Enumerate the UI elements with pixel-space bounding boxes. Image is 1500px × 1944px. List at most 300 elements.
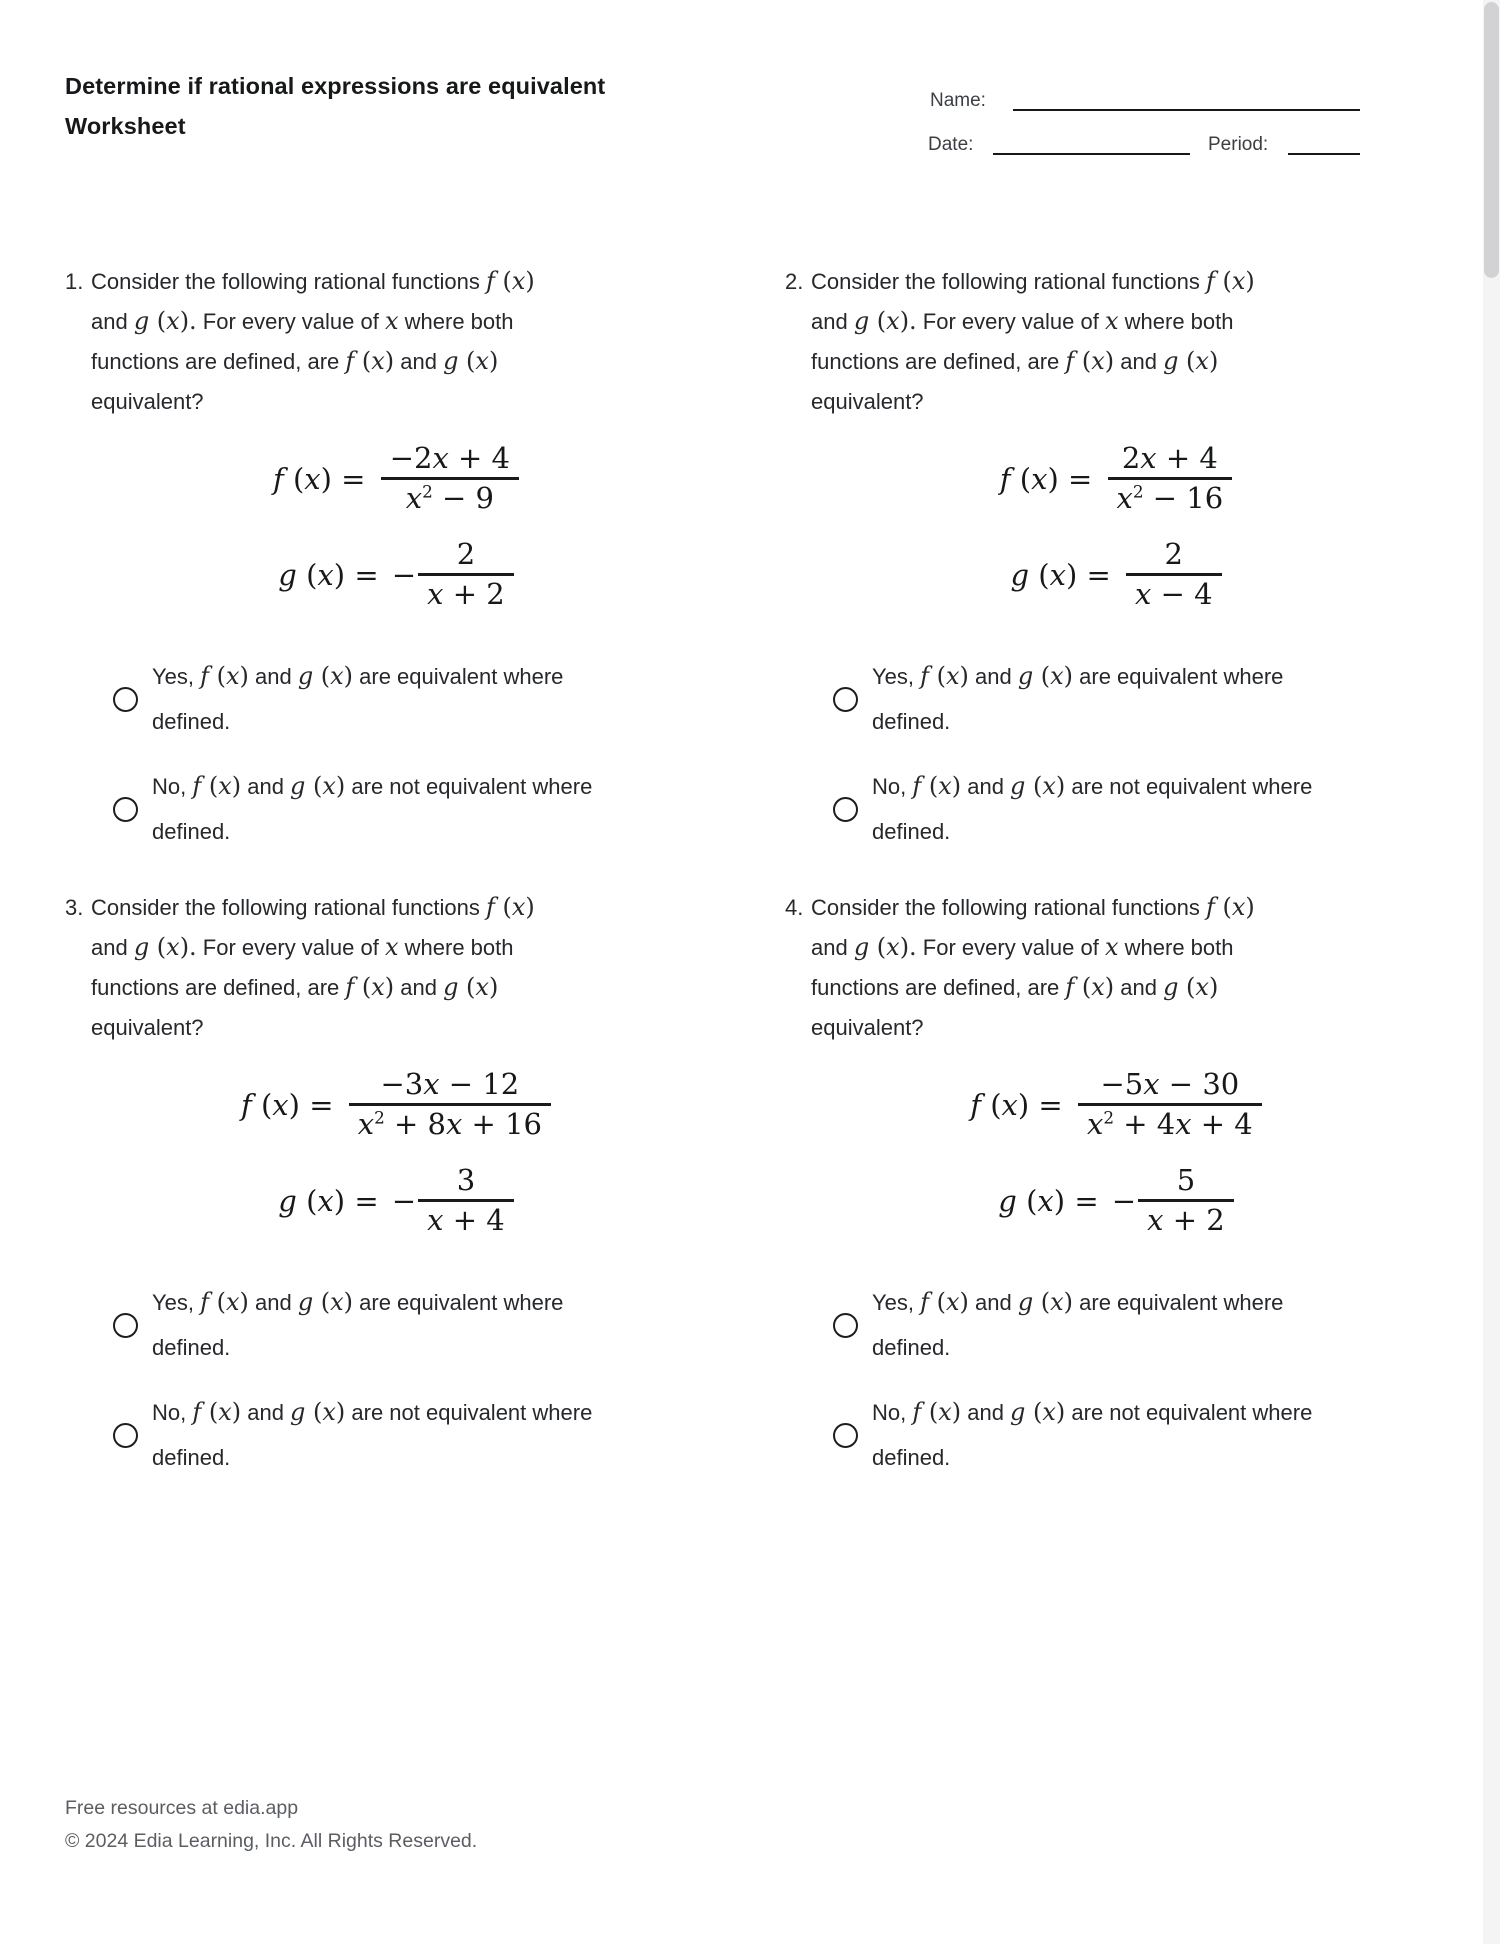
text-run: functions are defined, are <box>811 349 1066 374</box>
text-run: x <box>475 973 489 1001</box>
text-run: ( <box>354 347 372 375</box>
equation-f-lhs <box>1000 462 1102 496</box>
text-run: ) = <box>1053 1183 1108 1218</box>
text-run: f <box>1206 893 1215 921</box>
text-run: x <box>317 1183 334 1218</box>
text-run: x <box>1195 973 1209 1001</box>
worksheet-title-line2: Worksheet <box>65 113 186 139</box>
text-run: ( <box>921 1398 939 1426</box>
text-run: where both <box>398 309 514 334</box>
equation-g-lhs <box>278 1184 388 1218</box>
text-run: ( <box>1025 1398 1043 1426</box>
text-run: ( <box>251 1087 273 1122</box>
radio-button[interactable] <box>833 1313 858 1338</box>
question-prompt <box>785 262 1255 422</box>
text-run: and <box>1114 349 1164 374</box>
text-run: are equivalent where <box>1073 1290 1284 1315</box>
fraction-denominator <box>1108 480 1233 517</box>
text-run: No, <box>872 774 913 799</box>
text-run: −3 <box>380 1067 424 1101</box>
text-run: + 4 <box>443 1202 505 1237</box>
text-run: g <box>1017 1288 1034 1316</box>
fraction-numerator <box>371 1066 528 1103</box>
text-run: f <box>345 973 355 1001</box>
question-number: 4. <box>785 895 804 920</box>
text-run: x <box>1104 307 1119 335</box>
fraction-numerator <box>1168 1162 1204 1199</box>
question-card <box>785 262 1395 842</box>
text-run: ) <box>343 662 354 690</box>
footer-resources-text: Free resources at edia.app <box>65 1797 299 1819</box>
question-prompt <box>65 262 535 422</box>
text-run: Yes, <box>152 1290 201 1315</box>
text-run: ). <box>899 307 917 335</box>
answer-option-yes[interactable] <box>833 1280 1283 1370</box>
text-run: ) <box>959 1288 969 1316</box>
text-line <box>811 382 1255 422</box>
text-run: functions are defined, are <box>91 975 346 1000</box>
text-run: defined. <box>872 1445 951 1470</box>
fraction <box>1108 440 1233 517</box>
text-run: f <box>1065 347 1075 375</box>
text-run: x <box>330 662 344 690</box>
name-label: Name: <box>930 90 986 111</box>
text-run: defined. <box>152 819 231 844</box>
text-run: For every value of <box>196 309 385 334</box>
fraction-denominator <box>418 576 514 613</box>
fraction <box>1138 1162 1234 1239</box>
text-run: and <box>968 664 1018 689</box>
text-line <box>872 1390 1312 1435</box>
text-run: 2 <box>1103 1107 1115 1128</box>
equation-f <box>65 1066 675 1143</box>
question-number: 2. <box>785 269 804 294</box>
text-run: x <box>330 1288 344 1316</box>
text-run: and <box>968 1290 1018 1315</box>
option-text <box>152 1390 592 1480</box>
text-run: Consider the following rational functions <box>811 895 1207 920</box>
text-run: Consider the following rational functions <box>91 895 487 920</box>
question-number: 3. <box>65 895 84 920</box>
text-run: and <box>811 309 854 334</box>
text-run: equivalent? <box>811 389 924 414</box>
text-run: + 2 <box>1163 1202 1225 1237</box>
name-blank-line <box>1013 109 1360 111</box>
text-run: x <box>272 1087 289 1122</box>
text-run: x <box>432 441 449 475</box>
text-run: g <box>278 1183 297 1218</box>
fraction-denominator <box>397 480 503 517</box>
answer-option-no[interactable] <box>113 764 592 854</box>
text-run: ) = <box>320 461 375 496</box>
text-run: defined. <box>152 1445 231 1470</box>
text-run: x <box>384 933 399 961</box>
text-run: x <box>475 347 489 375</box>
text-run: f <box>486 267 495 295</box>
text-run: and <box>248 1290 298 1315</box>
text-run: g <box>290 1398 306 1426</box>
question-text <box>811 262 1255 422</box>
question-number: 1. <box>65 269 84 294</box>
text-run: x <box>384 307 399 335</box>
text-run: ) <box>335 1398 346 1426</box>
text-run: ) <box>525 267 535 295</box>
text-run: functions are defined, are <box>91 349 346 374</box>
option-text <box>152 764 592 854</box>
text-run: x <box>357 1106 375 1141</box>
text-run: ) <box>231 772 242 800</box>
text-run: x <box>1116 480 1133 515</box>
text-run: For every value of <box>916 309 1105 334</box>
text-run: + 16 <box>462 1106 542 1141</box>
text-run: where both <box>1118 309 1234 334</box>
text-run: Yes, <box>152 664 201 689</box>
text-line <box>152 1435 592 1480</box>
date-blank-line <box>993 153 1190 155</box>
text-run: ) <box>384 347 395 375</box>
fraction-denominator <box>1126 576 1222 613</box>
period-label: Period: <box>1208 134 1269 155</box>
text-run: x <box>322 772 336 800</box>
text-run: x <box>371 973 385 1001</box>
text-run: x <box>322 1398 336 1426</box>
text-line <box>872 699 1283 744</box>
text-run: ( <box>1033 662 1051 690</box>
text-run: − 9 <box>432 480 494 515</box>
text-run: No, <box>872 1400 913 1425</box>
option-text <box>872 654 1283 744</box>
text-run: No, <box>152 774 193 799</box>
text-line <box>872 1280 1283 1325</box>
text-run: defined. <box>152 709 231 734</box>
text-run: x <box>1001 1087 1018 1122</box>
text-run: are equivalent where <box>353 664 564 689</box>
text-run: ) <box>959 662 969 690</box>
fraction <box>418 1162 514 1239</box>
text-line <box>811 968 1255 1008</box>
text-line <box>91 888 535 928</box>
text-run: 3 <box>456 1163 476 1197</box>
text-run: equivalent? <box>91 389 204 414</box>
text-run: ( <box>283 461 305 496</box>
text-line <box>872 809 1312 854</box>
text-run: ( <box>296 1183 318 1218</box>
text-run: −5 <box>1100 1067 1144 1101</box>
fraction-denominator <box>418 1202 514 1239</box>
text-run: g <box>278 557 297 592</box>
text-run: f <box>912 772 922 800</box>
text-line <box>872 1435 1312 1480</box>
radio-button[interactable] <box>833 687 858 712</box>
text-run: ( <box>1033 1288 1051 1316</box>
text-run: ( <box>458 973 476 1001</box>
text-run: x <box>886 307 900 335</box>
text-run: g <box>1010 1398 1026 1426</box>
answer-option-yes[interactable] <box>113 1280 563 1370</box>
equation-f <box>65 440 675 517</box>
text-run: − 30 <box>1159 1067 1240 1101</box>
equation-g-minus-sign: − <box>1111 1183 1137 1218</box>
text-run: ) <box>1055 1398 1066 1426</box>
text-run: ( <box>305 772 323 800</box>
text-run: x <box>1086 1106 1104 1141</box>
text-run: ) <box>231 1398 242 1426</box>
text-run: x <box>225 1288 240 1316</box>
question-card <box>65 888 675 1468</box>
text-run: x <box>1031 461 1048 496</box>
text-run: ( <box>494 893 512 921</box>
questions-grid <box>65 262 1395 1468</box>
text-run: x <box>1195 347 1209 375</box>
text-run: and <box>1114 975 1164 1000</box>
text-run: f <box>1206 267 1215 295</box>
text-run: f <box>1065 973 1075 1001</box>
text-run: ) <box>1208 347 1219 375</box>
text-run: defined. <box>152 1335 231 1360</box>
question-prompt <box>785 888 1255 1048</box>
text-run: + 2 <box>443 576 505 611</box>
worksheet-title-line1: Determine if rational expressions are equivalent <box>65 73 606 99</box>
text-run: x <box>304 461 321 496</box>
text-run: ( <box>1074 973 1092 1001</box>
text-run: g <box>853 933 870 961</box>
radio-button[interactable] <box>113 1423 138 1448</box>
text-run: ) <box>343 1288 354 1316</box>
text-run: For every value of <box>196 935 385 960</box>
text-run: ) = <box>1047 461 1102 496</box>
text-run: ( <box>1025 772 1043 800</box>
text-run: 2 <box>422 481 433 502</box>
text-line <box>91 1008 535 1048</box>
text-run: ( <box>1010 461 1032 496</box>
text-line <box>91 302 535 342</box>
text-run: ) <box>525 893 535 921</box>
text-run: f <box>912 1398 922 1426</box>
text-line <box>811 888 1255 928</box>
text-run: equivalent? <box>811 1015 924 1040</box>
text-run: ) = <box>1017 1087 1072 1122</box>
fraction-denominator <box>1138 1202 1234 1239</box>
fraction <box>1126 536 1222 613</box>
text-run: ( <box>201 772 219 800</box>
radio-button[interactable] <box>833 797 858 822</box>
text-run: x <box>1091 347 1105 375</box>
text-run: ) <box>488 347 499 375</box>
text-run: x <box>166 307 180 335</box>
text-run: x <box>1104 933 1119 961</box>
text-run: f <box>920 1288 929 1316</box>
question-card <box>785 888 1395 1468</box>
text-run: Consider the following rational functions <box>91 269 487 294</box>
text-run: 2 <box>1132 481 1144 502</box>
text-run: ( <box>313 1288 331 1316</box>
text-run: x <box>1147 1202 1164 1237</box>
text-run: Consider the following rational functions <box>811 269 1207 294</box>
text-run: where both <box>398 935 514 960</box>
footer-copyright-text: © 2024 Edia Learning, Inc. All Rights Reserved. <box>65 1830 478 1852</box>
question-text <box>91 262 535 422</box>
fraction-numerator <box>448 1162 484 1199</box>
question-prompt <box>65 888 535 1048</box>
text-run: equivalent? <box>91 1015 204 1040</box>
text-run: ( <box>149 307 167 335</box>
text-run: ) <box>951 1398 962 1426</box>
text-line <box>91 382 535 422</box>
scrollbar-track[interactable] <box>1483 0 1500 1944</box>
text-run: defined. <box>872 819 951 844</box>
text-run: are equivalent where <box>353 1290 564 1315</box>
fraction <box>381 440 519 517</box>
fraction-numerator <box>1091 1066 1248 1103</box>
answer-option-no[interactable] <box>833 764 1312 854</box>
text-run: + 4 <box>1191 1106 1253 1141</box>
text-line <box>152 1280 563 1325</box>
equation-f-lhs <box>241 1088 343 1122</box>
text-run: functions are defined, are <box>811 975 1066 1000</box>
text-run: x <box>317 557 334 592</box>
answer-option-yes[interactable] <box>833 654 1283 744</box>
radio-button[interactable] <box>113 1313 138 1338</box>
text-run: ) <box>1245 267 1255 295</box>
text-run: g <box>1163 347 1179 375</box>
page-footer <box>65 1792 477 1858</box>
text-run: + 4 <box>448 441 510 475</box>
equation-f-lhs <box>273 462 375 496</box>
text-run: Yes, <box>872 1290 921 1315</box>
text-run: + 4 <box>1156 441 1218 475</box>
radio-button[interactable] <box>833 1423 858 1448</box>
text-run: defined. <box>872 709 951 734</box>
text-run: and <box>394 975 444 1000</box>
question-card <box>65 262 675 842</box>
text-run: and <box>961 774 1011 799</box>
text-run: x <box>427 1202 444 1237</box>
text-run: ). <box>179 307 197 335</box>
text-line <box>91 968 535 1008</box>
text-run: x <box>166 933 180 961</box>
fraction-numerator <box>1156 536 1192 573</box>
fraction <box>349 1066 551 1143</box>
text-run: x <box>1135 576 1152 611</box>
text-line <box>152 809 592 854</box>
fraction <box>1078 1066 1262 1143</box>
text-run: 2 <box>1164 537 1183 571</box>
radio-button[interactable] <box>113 687 138 712</box>
text-run: 2 <box>1121 441 1141 475</box>
text-run: f <box>486 893 495 921</box>
option-text <box>872 1390 1312 1480</box>
text-run: f <box>273 461 284 496</box>
radio-button[interactable] <box>113 797 138 822</box>
text-run: ( <box>1016 1183 1038 1218</box>
text-line <box>811 342 1255 382</box>
text-line <box>811 262 1255 302</box>
text-run: ( <box>296 557 318 592</box>
text-run: ) <box>239 1288 249 1316</box>
text-run: 2 <box>456 537 476 571</box>
text-run: ( <box>869 933 887 961</box>
equation-g-lhs <box>278 558 388 592</box>
text-run: x <box>511 267 526 295</box>
question-text <box>91 888 535 1048</box>
text-run: ( <box>354 973 372 1001</box>
equation-g <box>65 536 675 613</box>
text-run: ) = <box>1065 557 1120 592</box>
text-run: ) <box>1104 347 1115 375</box>
text-run: f <box>192 1398 202 1426</box>
text-run: f <box>241 1087 252 1122</box>
text-run: x <box>423 1067 440 1101</box>
text-run: Yes, <box>872 664 921 689</box>
text-run: x <box>945 1288 960 1316</box>
text-line <box>872 764 1312 809</box>
date-label: Date: <box>928 134 974 155</box>
text-run: ( <box>1178 347 1196 375</box>
text-run: For every value of <box>916 935 1105 960</box>
text-run: − 4 <box>1151 576 1213 611</box>
text-line <box>152 654 563 699</box>
answer-option-no[interactable] <box>833 1390 1312 1480</box>
scrollbar-thumb[interactable] <box>1484 2 1499 278</box>
text-run: ). <box>179 933 197 961</box>
text-run: f <box>970 1087 981 1122</box>
equation-f-lhs <box>970 1088 1072 1122</box>
text-run: g <box>297 1288 314 1316</box>
text-run: x <box>886 933 900 961</box>
text-run: g <box>1010 557 1030 592</box>
text-run: x <box>1042 1398 1056 1426</box>
text-run: and <box>394 349 444 374</box>
text-run: x <box>938 1398 952 1426</box>
text-run: and <box>91 309 134 334</box>
text-run: ) <box>1055 772 1066 800</box>
equation-g-lhs <box>1010 558 1120 592</box>
worksheet-title <box>65 66 605 146</box>
text-line <box>152 764 592 809</box>
text-line <box>872 654 1283 699</box>
text-run: are equivalent where <box>1073 664 1284 689</box>
text-line <box>872 1325 1283 1370</box>
text-run: and <box>961 1400 1011 1425</box>
text-run: ( <box>1029 557 1050 592</box>
text-run: ( <box>1214 893 1232 921</box>
text-run: ( <box>458 347 476 375</box>
equation-g-minus-sign: − <box>391 1183 417 1218</box>
text-run: x <box>1140 441 1157 475</box>
answer-option-yes[interactable] <box>113 654 563 744</box>
text-run: and <box>241 774 291 799</box>
equation-g <box>785 536 1395 613</box>
text-line <box>152 699 563 744</box>
text-run: and <box>91 935 134 960</box>
fraction-denominator <box>1078 1106 1262 1143</box>
text-run: x <box>1037 1183 1054 1218</box>
text-run: x <box>1050 662 1064 690</box>
text-run: ( <box>209 1288 226 1316</box>
text-run: g <box>133 933 150 961</box>
text-run: ( <box>929 662 946 690</box>
text-run: x <box>371 347 385 375</box>
text-run: ( <box>1178 973 1196 1001</box>
text-run: ) <box>488 973 499 1001</box>
text-run: ) <box>1208 973 1219 1001</box>
answer-option-no[interactable] <box>113 1390 592 1480</box>
text-run: are not equivalent where <box>1065 774 1313 799</box>
text-run: ( <box>921 772 939 800</box>
fraction-numerator <box>448 536 484 573</box>
text-line <box>91 928 535 968</box>
option-text <box>872 1280 1283 1370</box>
